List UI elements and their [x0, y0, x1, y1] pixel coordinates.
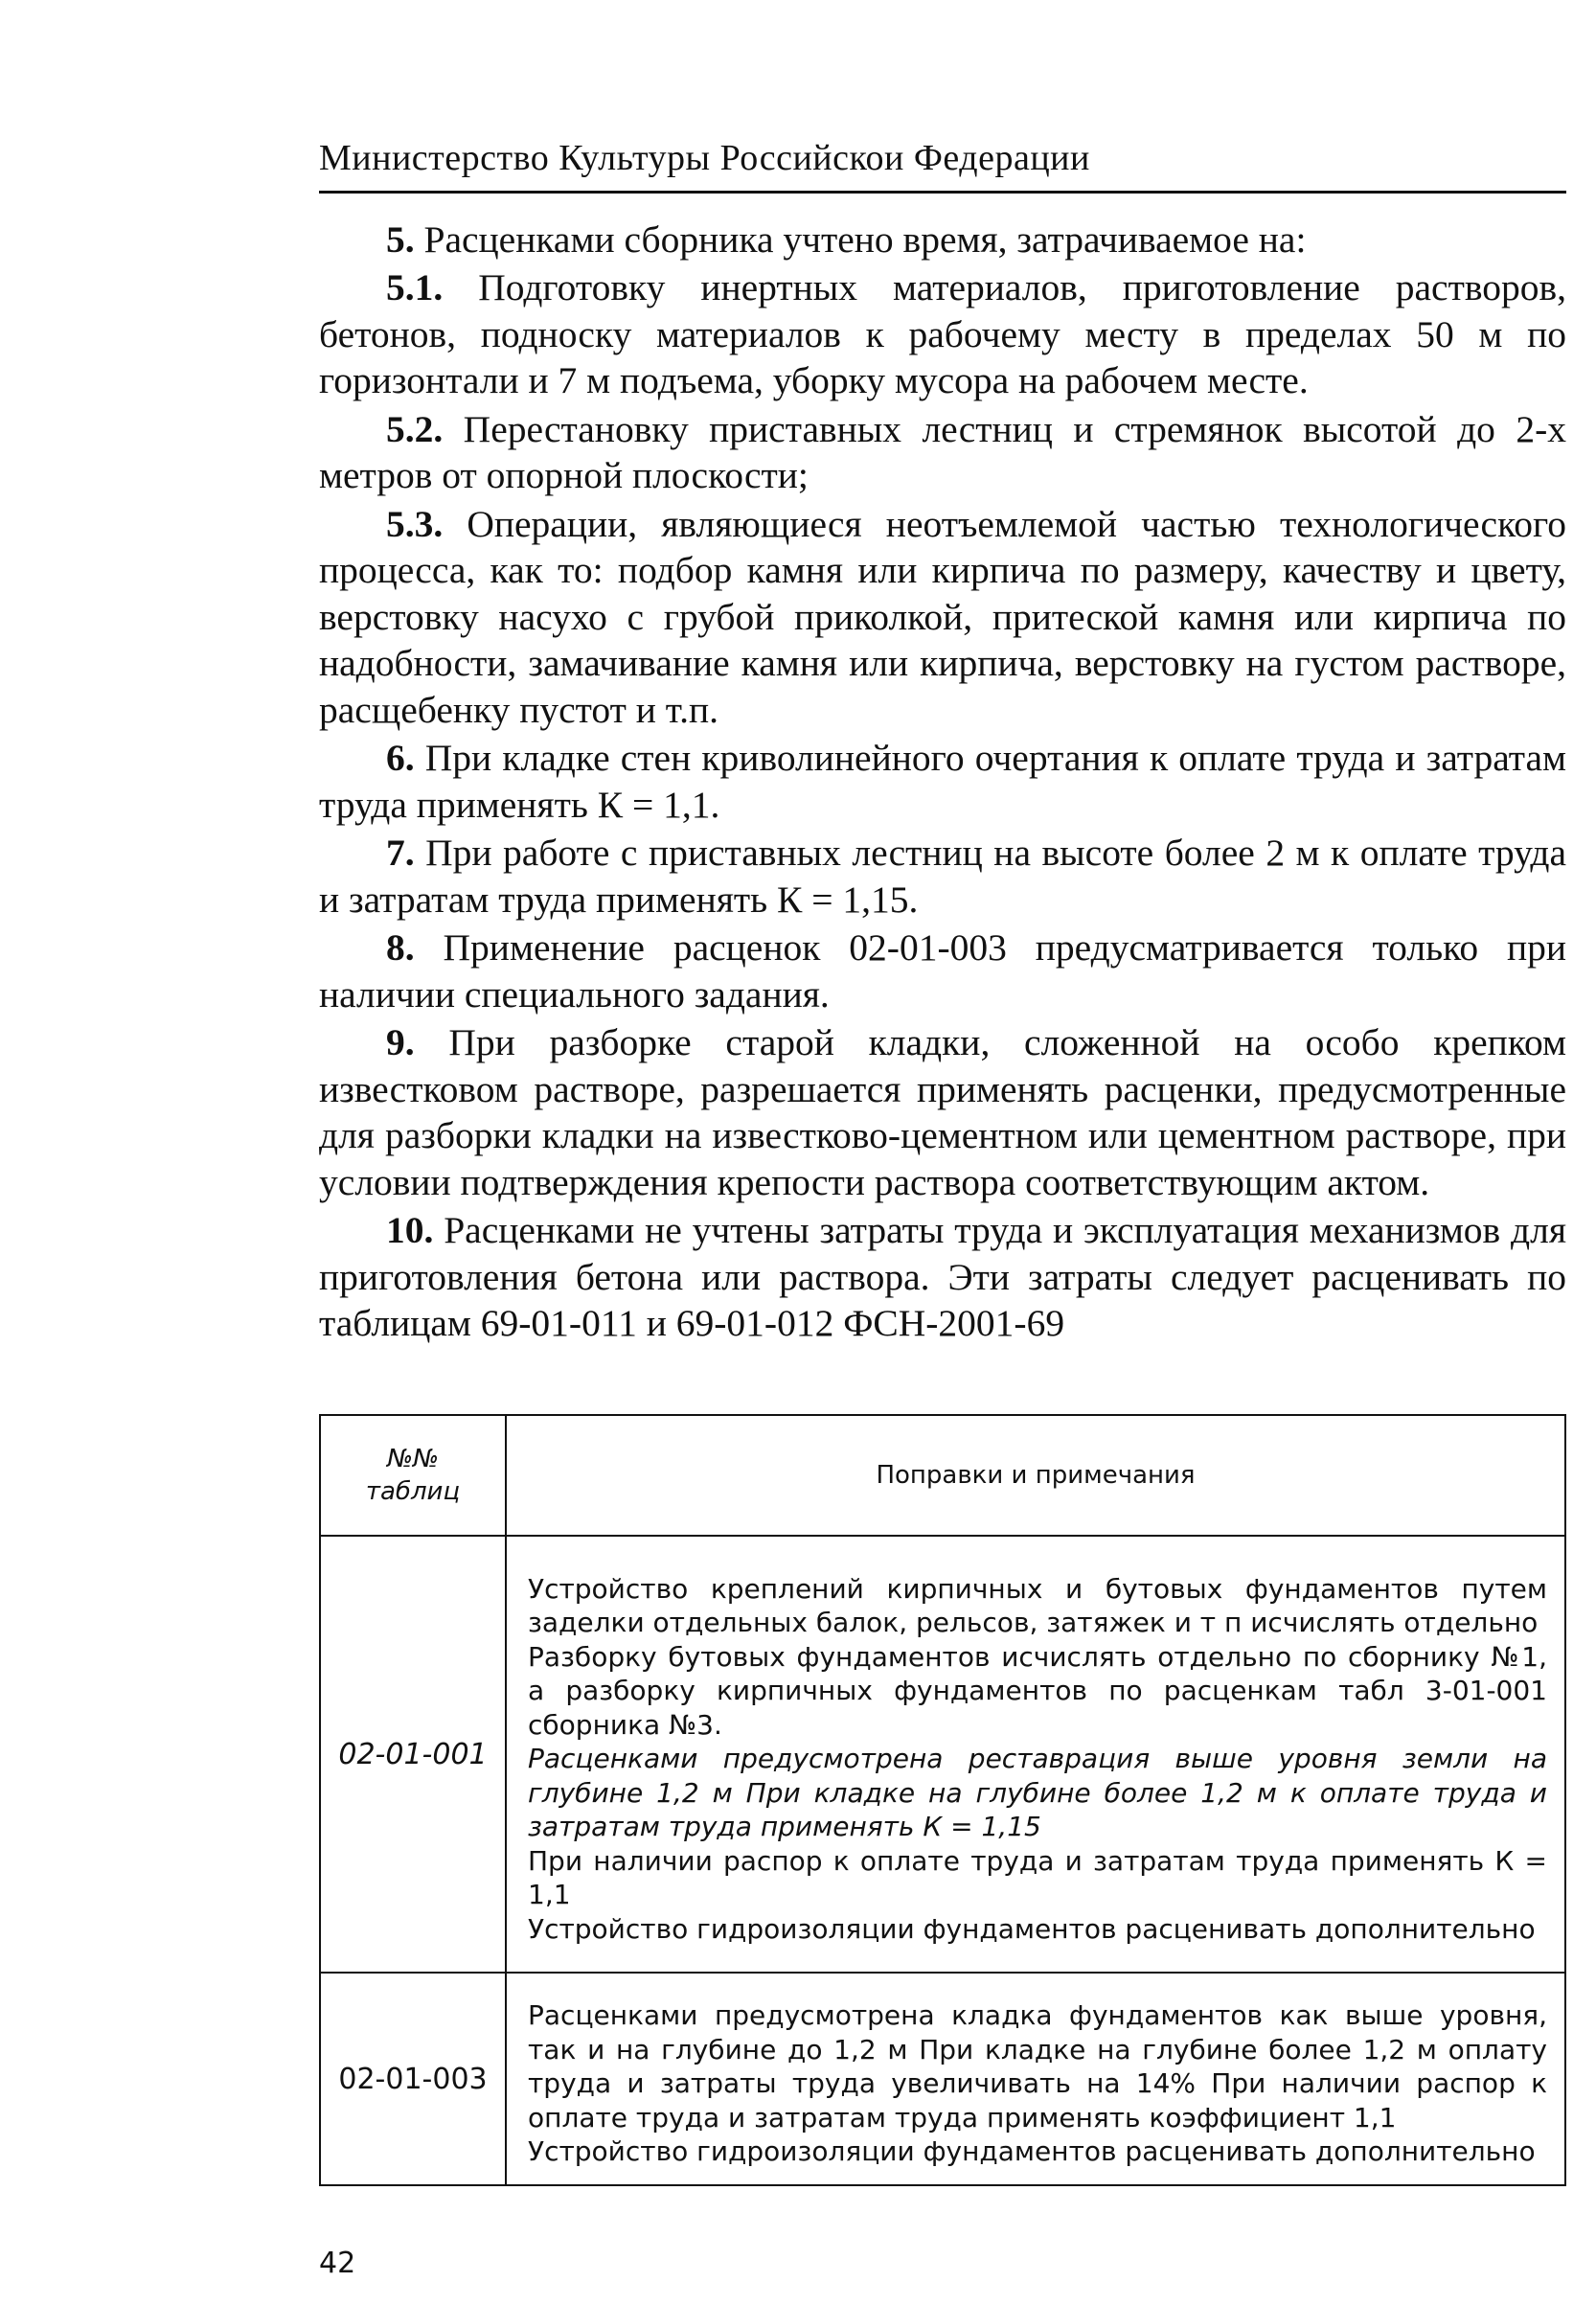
- table-header-row: [320, 1415, 1565, 1536]
- paragraph-text: Подготовку инертных материалов, приготовление растворов, бетонов, подноску материалов к рабочему месту в пределах 50 м по горизонтали и 7 м подъема, уборку мусора на рабочем месте.: [319, 266, 1566, 402]
- paragraph-text: Операции, являющиеся неотъемлемой частью технологического процесса, как то: подбор камня или кирпича по размеру, качеству и цвету, верстовку насухо с грубой приколкой, притеской камня или кирпича по надобности, замачивание камня или кирпича, верстовку на густом растворе, расщебенку пустот и т.п.: [319, 502, 1566, 731]
- paragraph-text: При работе с приставных лестниц на высоте более 2 м к оплате труда и затратам труда применять К = 1,15.: [319, 832, 1567, 921]
- paragraph-text: Применение расценок 02-01-003 предусматривается только при наличии специального задания.: [319, 926, 1566, 1016]
- running-header: [319, 137, 1566, 194]
- table-row: [320, 1973, 1565, 2185]
- paragraph-10: [319, 1207, 1566, 1347]
- paragraph-number: 10.: [386, 1208, 434, 1251]
- paragraph-9: [319, 1019, 1566, 1205]
- paragraph-text: Расценками сборника учтено время, затрачиваемое на:: [423, 218, 1307, 261]
- paragraph-number: 8.: [386, 926, 415, 970]
- note-line: Разборку бутовых фундаментов исчислять отдельно по сборнику №1, а разборку кирпичных фундаментов по расценкам табл 3-01-001 сборника №3.: [528, 1640, 1547, 1741]
- table-number-cell: 02-01-001: [320, 1536, 506, 1973]
- header-table-numbers: [320, 1415, 506, 1536]
- note-line: Устройство гидроизоляции фундаментов расценивать дополнительно: [528, 2135, 1536, 2168]
- note-line: Расценками предусмотрена реставрация выше уровня земли на глубине 1,2 м При кладке на глубине более 1,2 м к оплате труда и затратам труда применять К = 1,15: [528, 1743, 1547, 1843]
- paragraph-5-1: [319, 264, 1566, 404]
- note-line: При наличии распор к оплате труда и затратам труда применять К = 1,1: [528, 1844, 1547, 1911]
- header-title: Министерство Культуры Российскои Федерации: [319, 138, 1090, 178]
- paragraph-number: 5.2.: [386, 407, 444, 450]
- header-no-line1: №№: [386, 1445, 440, 1473]
- note-line: Устройство креплений кирпичных и бутовых фундаментов путем заделки отдельных балок, рельсов, затяжек и т п исчислять отдельно: [528, 1572, 1547, 1639]
- paragraph-7: [319, 830, 1566, 923]
- paragraph-5: [319, 217, 1566, 263]
- note-line: Расценками предусмотрена кладка фундаментов как выше уровня, так и на глубине до 1,2 м При кладке на глубине более 1,2 м оплату труда и затраты труда увеличивать на 14% При наличии распор к оплате труда и затратам труда применять коэффициент 1,1: [528, 1999, 1547, 2134]
- paragraph-number: 7.: [386, 832, 415, 875]
- paragraph-text: Перестановку приставных лестниц и стремянок высотой до 2-х метров от опорной плоскости;: [319, 407, 1566, 497]
- paragraph-text: При кладке стен криволинейного очертания к оплате труда и затратам труда применять К = 1,1.: [319, 737, 1567, 826]
- page-number: 42: [319, 2247, 356, 2280]
- paragraph-text: Расценками не учтены затраты труда и эксплуатация механизмов для приготовления бетона или раствора. Эти затраты следует расценивать по таблицам 69-01-011 и 69-01-012 ФСН-2001-69: [319, 1208, 1567, 1345]
- header-no-line2: таблиц: [365, 1477, 461, 1506]
- paragraph-number: 5.: [386, 218, 415, 261]
- body-text: [319, 217, 1566, 1348]
- table-number-cell: 02-01-003: [320, 1973, 506, 2185]
- notes-cell: [506, 1536, 1565, 1973]
- paragraph-text: При разборке старой кладки, сложенной на особо крепком известковом растворе, разрешается применять расценки, предусмотренные для разборки кладки на известково-цементном или цементном растворе, при условии подтверждения крепости раствора соответствующим актом.: [319, 1020, 1566, 1203]
- paragraph-5-2: [319, 406, 1566, 499]
- header-notes: Поправки и примечания: [506, 1415, 1565, 1536]
- paragraph-8: [319, 924, 1566, 1017]
- paragraph-number: 5.3.: [386, 502, 444, 545]
- table-row: [320, 1536, 1565, 1973]
- paragraph-number: 5.1.: [386, 266, 444, 309]
- notes-table: [319, 1414, 1566, 2186]
- paragraph-number: 6.: [386, 737, 415, 780]
- paragraph-5-3: [319, 501, 1566, 734]
- note-line: Устройство гидроизоляции фундаментов расценивать дополнительно: [528, 1912, 1536, 1945]
- paragraph-number: 9.: [386, 1020, 415, 1063]
- paragraph-6: [319, 735, 1566, 828]
- notes-cell: [506, 1973, 1565, 2185]
